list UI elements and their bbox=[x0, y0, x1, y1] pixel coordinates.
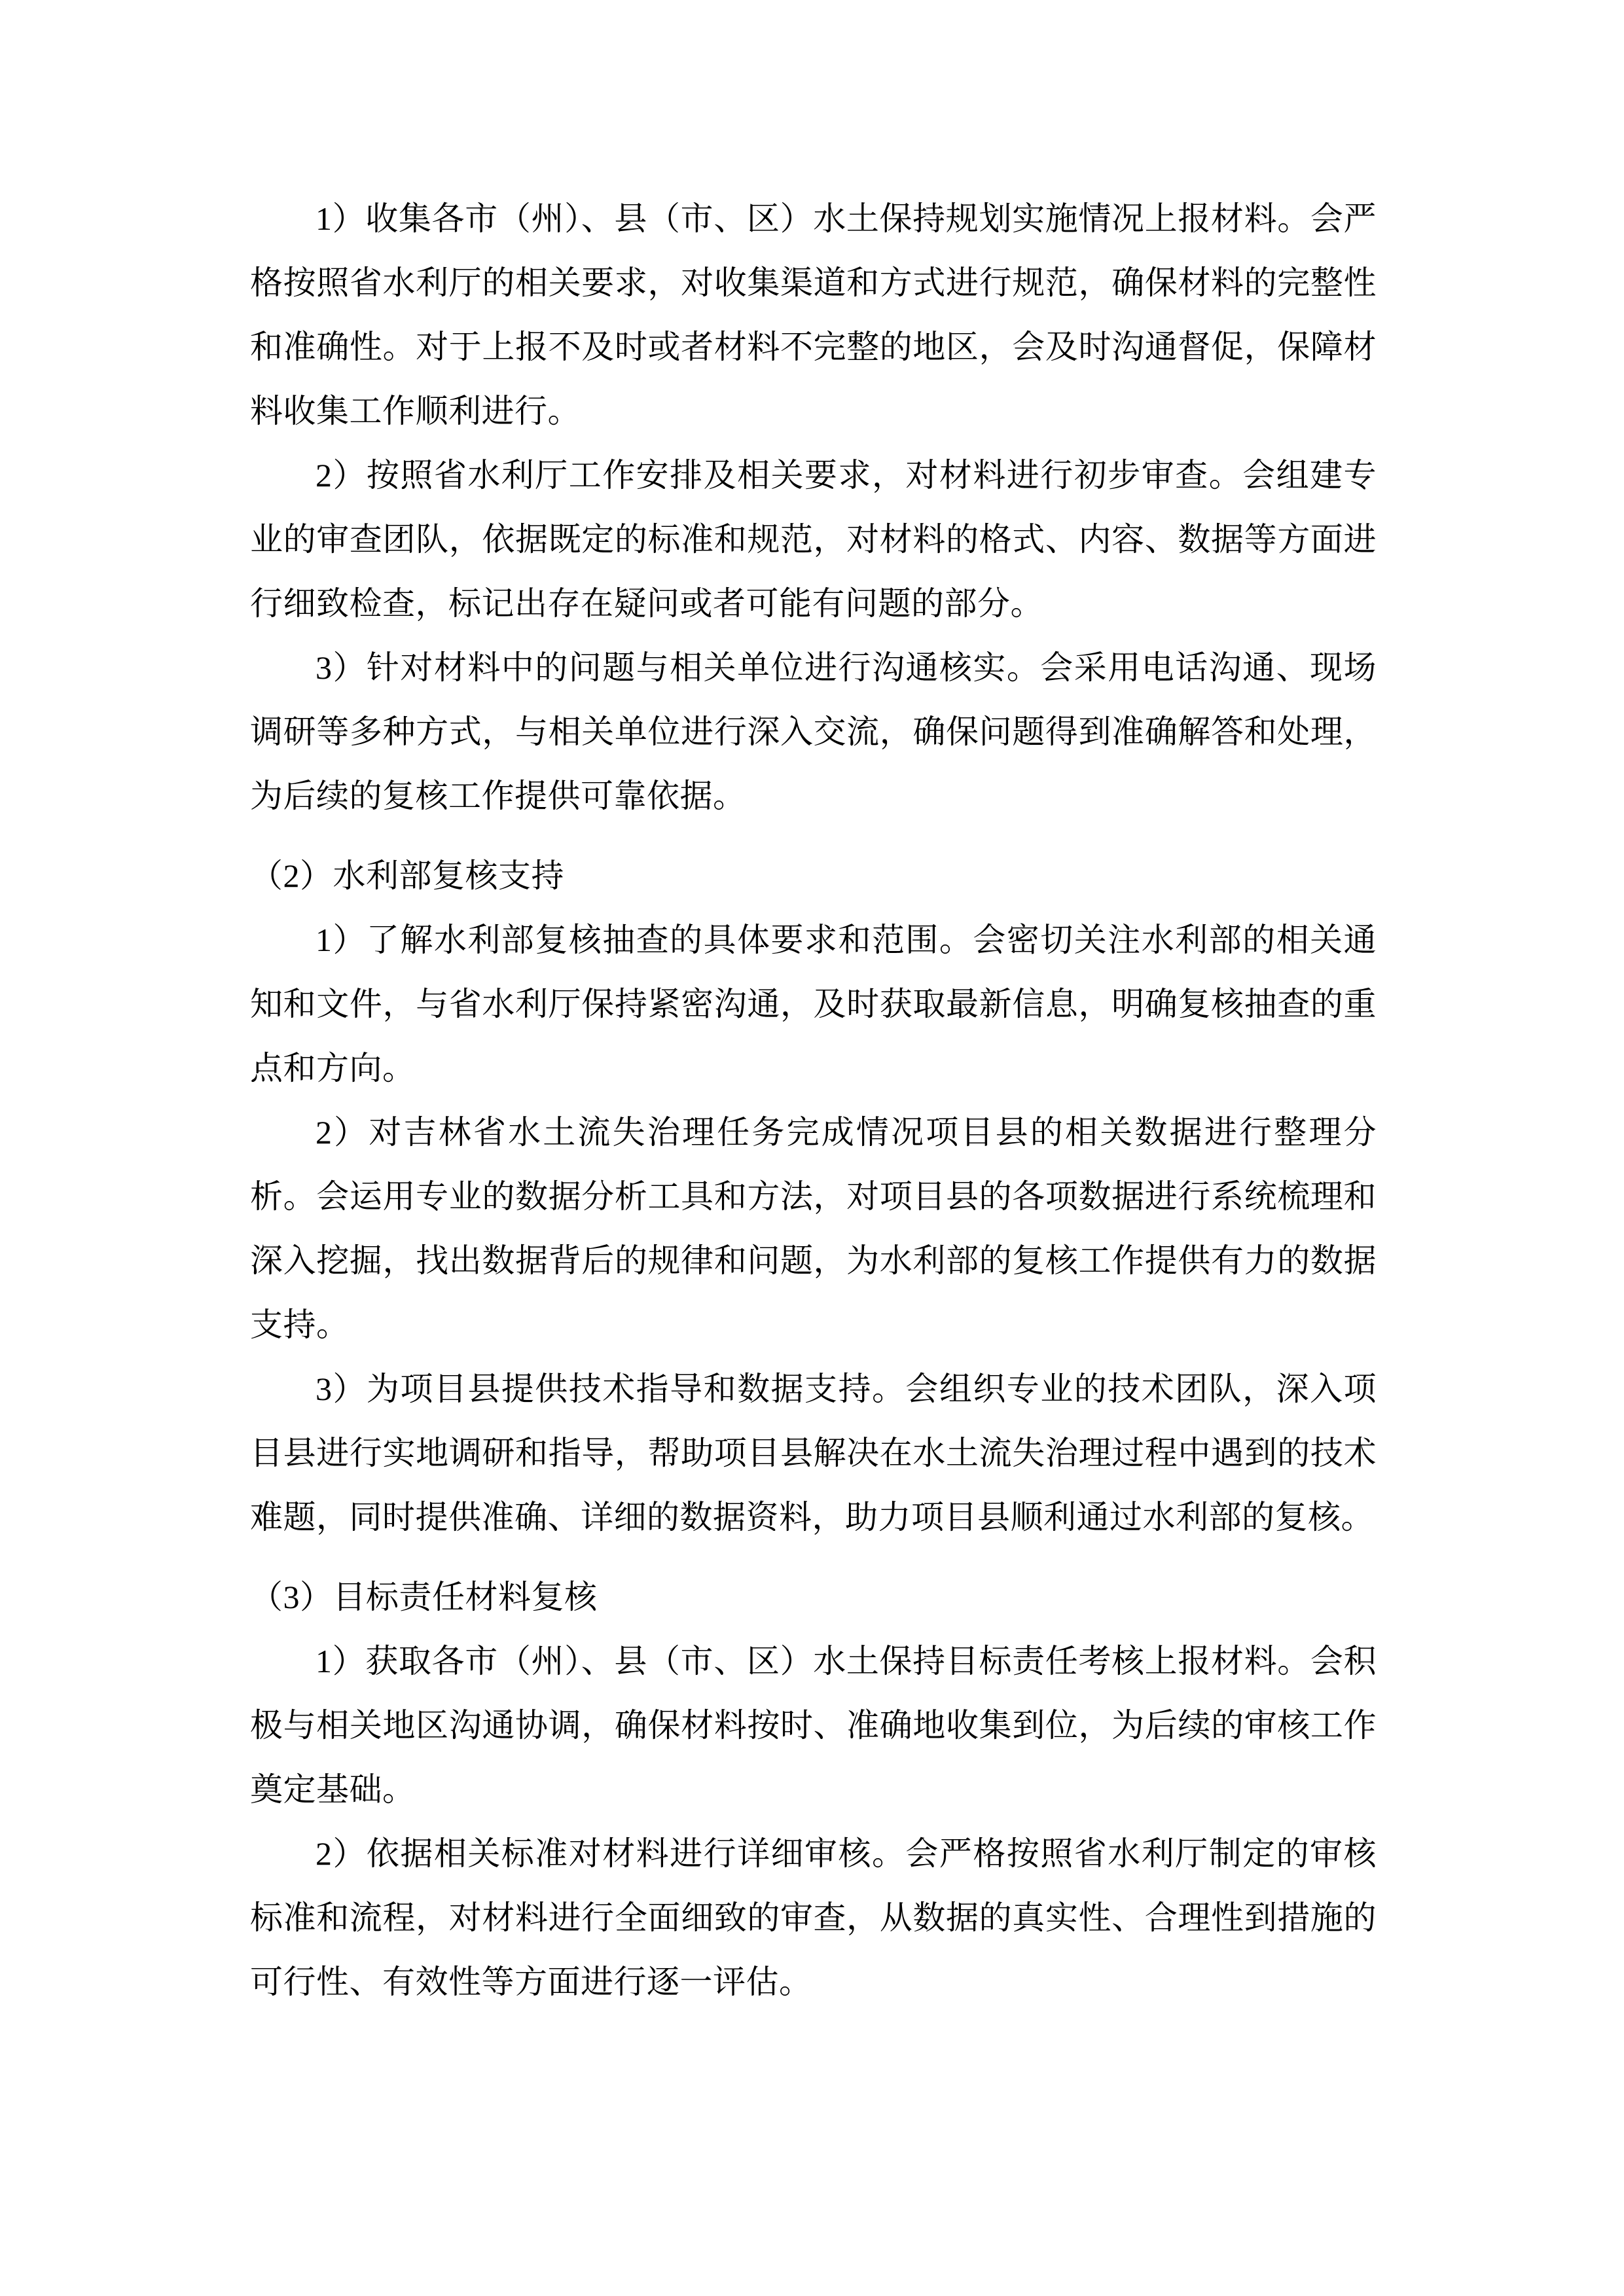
paragraph: 3）针对材料中的问题与相关单位进行沟通核实。会采用电话沟通、现场调研等多种方式，与相关单位进行深入交流，确保问题得到准确解答和处理，为后续的复核工作提供可靠依据。 bbox=[250, 649, 1377, 814]
section-heading: （3）目标责任材料复核 bbox=[250, 1579, 598, 1615]
paragraph: 1）获取各市（州）、县（市、区）水土保持目标责任考核上报材料。会积极与相关地区沟通协调，确保材料按时、准确地收集到位，为后续的审核工作奠定基础。 bbox=[250, 1643, 1377, 1808]
paragraph: 2）依据相关标准对材料进行详细审核。会严格按照省水利厅制定的审核标准和流程，对材料进行全面细致的审查，从数据的真实性、合理性到措施的可行性、有效性等方面进行逐一评估。 bbox=[250, 1835, 1377, 2000]
document-body bbox=[250, 187, 1377, 2014]
paragraph: 2）对吉林省水土流失治理任务完成情况项目县的相关数据进行整理分析。会运用专业的数据分析工具和方法，对项目县的各项数据进行系统梳理和深入挖掘，找出数据背后的规律和问题，为水利部的复核工作提供有力的数据支持。 bbox=[250, 1114, 1377, 1343]
section-heading: （2）水利部复核支持 bbox=[250, 857, 564, 894]
paragraph: 1）收集各市（州）、县（市、区）水土保持规划实施情况上报材料。会严格按照省水利厅的相关要求，对收集渠道和方式进行规范，确保材料的完整性和准确性。对于上报不及时或者材料不完整的地区，会及时沟通督促，保障材料收集工作顺利进行。 bbox=[250, 200, 1377, 429]
paragraph: 2）按照省水利厅工作安排及相关要求，对材料进行初步审查。会组建专业的审查团队，依据既定的标准和规范，对材料的格式、内容、数据等方面进行细致检查，标记出存在疑问或者可能有问题的部分。 bbox=[250, 457, 1377, 622]
paragraph: 3）为项目县提供技术指导和数据支持。会组织专业的技术团队，深入项目县进行实地调研和指导，帮助项目县解决在水土流失治理过程中遇到的技术难题，同时提供准确、详细的数据资料，助力项目县顺利通过水利部的复核。 bbox=[250, 1371, 1377, 1535]
paragraph: 1）了解水利部复核抽查的具体要求和范围。会密切关注水利部的相关通知和文件，与省水利厅保持紧密沟通，及时获取最新信息，明确复核抽查的重点和方向。 bbox=[250, 922, 1377, 1086]
